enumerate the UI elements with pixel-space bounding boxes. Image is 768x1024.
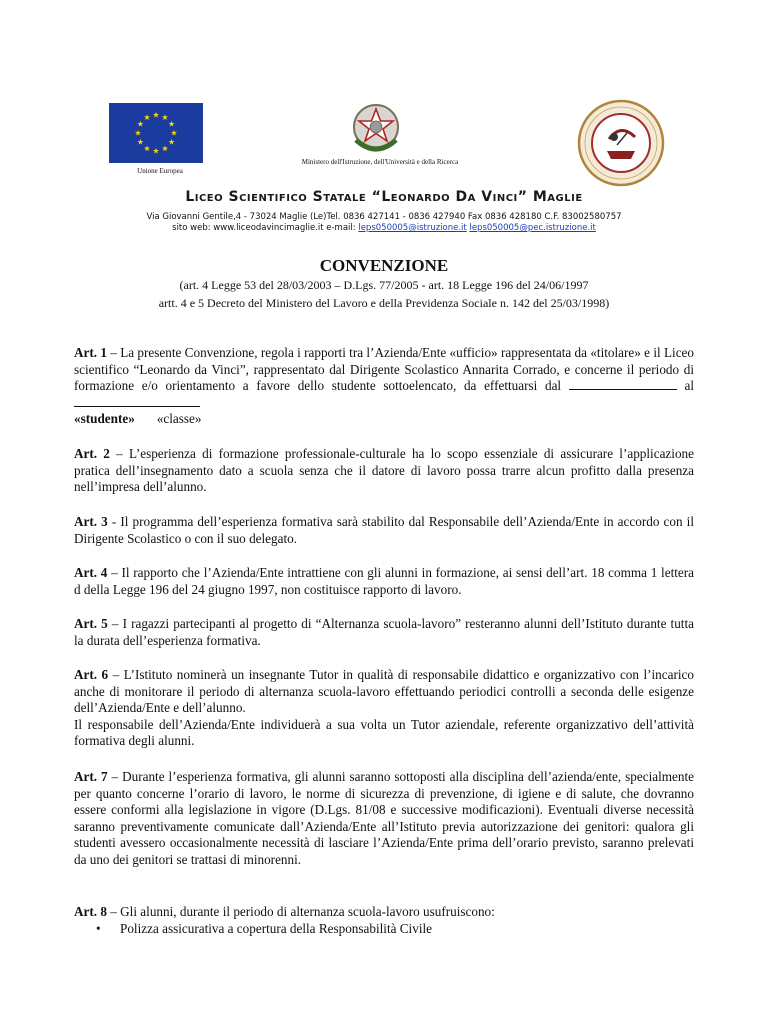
eu-star-icon bbox=[137, 121, 143, 127]
school-name-heading: Liceo Scientifico Statale “Leonardo Da Vinci” Maglie bbox=[185, 189, 583, 205]
article-2 bbox=[74, 446, 694, 496]
eu-star-icon bbox=[153, 112, 159, 118]
bullet-icon: • bbox=[96, 921, 101, 936]
italian-republic-emblem-logo bbox=[346, 100, 406, 158]
school-seal-logo bbox=[577, 99, 665, 187]
eu-caption: Unione Europea bbox=[137, 167, 183, 175]
web-and-email-label: sito web: www.liceodavincimaglie.it e-mail: bbox=[172, 223, 359, 233]
article-text: – L’Istituto nominerà un insegnante Tutor in qualità di responsabile didattico e organizzativo con l’incarico anche di monitorare il periodo di alternanza scuola-lavoro effettuando periodici controlli a seconda delle esigenze dell’Azienda/Ente e dell’alunno. bbox=[74, 667, 694, 716]
blank-end-date bbox=[74, 395, 200, 407]
eu-star-icon bbox=[169, 139, 175, 145]
article-text: – I ragazzi partecipanti al progetto di “Alternanza scuola-lavoro” resteranno alunni dell’Istituto durante tutta la durata dell’esperienza formativa. bbox=[74, 616, 694, 648]
email-link-istruzione[interactable]: leps050005@istruzione.it bbox=[358, 223, 467, 233]
student-placeholder: «studente» bbox=[74, 411, 135, 427]
article-4 bbox=[74, 565, 694, 598]
article-text-continued: Il responsabile dell’Azienda/Ente individuerà a sua volta un Tutor aziendale, referente organizzativo dell’attività formativa degli alunni. bbox=[74, 716, 694, 749]
eu-star-icon bbox=[171, 130, 177, 136]
eu-star-icon bbox=[169, 121, 175, 127]
ministry-caption: Ministero dell'Istruzione, dell'Università e della Ricerca bbox=[301, 158, 459, 166]
email-link-pec[interactable]: leps050005@pec.istruzione.it bbox=[469, 223, 596, 233]
article-6 bbox=[74, 667, 694, 750]
eu-star-icon bbox=[137, 139, 143, 145]
article-text: – L’esperienza di formazione professionale-culturale ha lo scopo essenziale di assicurare l’applicazione pratica dell’insegnamento dato a scuola senza che il datore di lavoro possa trarre alcun profitto dalla presenza nell’impresa dell’alunno. bbox=[74, 446, 694, 495]
article-label: Art. 1 bbox=[74, 345, 107, 360]
article-5 bbox=[74, 616, 694, 649]
article-7 bbox=[74, 769, 694, 869]
eu-flag-logo bbox=[109, 103, 203, 163]
article-text: – Il rapporto che l’Azienda/Ente intrattiene con gli alunni in formazione, ai sensi dell’art. 18 comma 1 lettera d della Legge 196 del 24 giugno 1997, non costituisce rapporto di lavoro. bbox=[74, 565, 694, 597]
eu-star-icon bbox=[162, 145, 168, 151]
article-label: Art. 3 bbox=[74, 514, 108, 529]
eu-star-icon bbox=[153, 148, 159, 154]
class-placeholder: «classe» bbox=[156, 411, 202, 427]
document-title: CONVENZIONE bbox=[319, 256, 449, 275]
article-label: Art. 4 bbox=[74, 565, 108, 580]
bullet-text: Polizza assicurativa a copertura della Responsabilità Civile bbox=[120, 921, 432, 936]
article-label: Art. 5 bbox=[74, 616, 108, 631]
article-label: Art. 7 bbox=[74, 769, 108, 784]
school-contacts bbox=[0, 223, 768, 234]
legal-reference-line-2: artt. 4 e 5 Decreto del Ministero del Lavoro e della Previdenza Sociale n. 142 del 25/03/1998) bbox=[158, 296, 610, 310]
legal-reference-line-1: (art. 4 Legge 53 del 28/03/2003 – D.Lgs. 77/2005 - art. 18 Legge 196 del 24/06/1997 bbox=[179, 278, 589, 292]
article-label: Art. 2 bbox=[74, 446, 110, 461]
eu-star-icon bbox=[144, 114, 150, 120]
article-label: Art. 6 bbox=[74, 667, 109, 682]
eu-star-icon bbox=[144, 145, 150, 151]
article-label: Art. 8 bbox=[74, 904, 107, 919]
bullet-list-item bbox=[96, 921, 432, 938]
article-text: – Gli alunni, durante il periodo di alternanza scuola-lavoro usufruiscono: bbox=[106, 904, 495, 919]
article-text: – La presente Convenzione, regola i rapporti tra l’Azienda/Ente «ufficio» rappresentata da «titolare» e il Liceo scientifico “Leonardo da Vinci”, rappresentato dal Dirigente Scolastico Annarita Corrado, e concerne il periodo di formazione e/o orientamento a favore dello studente sottoelencato, da effettuarsi dal bbox=[74, 345, 694, 394]
article-3 bbox=[74, 514, 694, 547]
article-text: - Il programma dell’esperienza formativa sarà stabilito dal Responsabile dell’Azienda/Ente in accordo con il Dirigente Scolastico o con il suo delegato. bbox=[74, 514, 694, 546]
article-text: – Durante l’esperienza formativa, gli alunni saranno sottoposti alla disciplina dell’azienda/ente, specialmente per quanto concerne l’orario di lavoro, le norme di sicurezza di prevenzione, di igiene e di salute, che dovranno essere conformi alla legislazione in vigore (D.Lgs. 81/08 e successive modificazioni). Eventuali diverse necessità saranno preventivamente comunicate dall’Azienda/Ente all’Istituto previa autorizzazione dei genitori: qualora gli studenti avessero occasionalmente necessità di lasciare l’Azienda/Ente prima dell’orario previsto, saranno prelevati da uno dei genitori se trattasi di minorenni. bbox=[74, 769, 694, 867]
article-8 bbox=[74, 904, 694, 921]
blank-start-date bbox=[569, 378, 677, 390]
school-address: Via Giovanni Gentile,4 - 73024 Maglie (Le)Tel. 0836 427141 - 0836 427940 Fax 0836 428180 C.F. 83002580757 bbox=[146, 212, 622, 222]
article-text-al: al bbox=[676, 378, 694, 394]
eu-star-icon bbox=[162, 114, 168, 120]
eu-star-icon bbox=[135, 130, 141, 136]
article-1 bbox=[74, 345, 694, 428]
